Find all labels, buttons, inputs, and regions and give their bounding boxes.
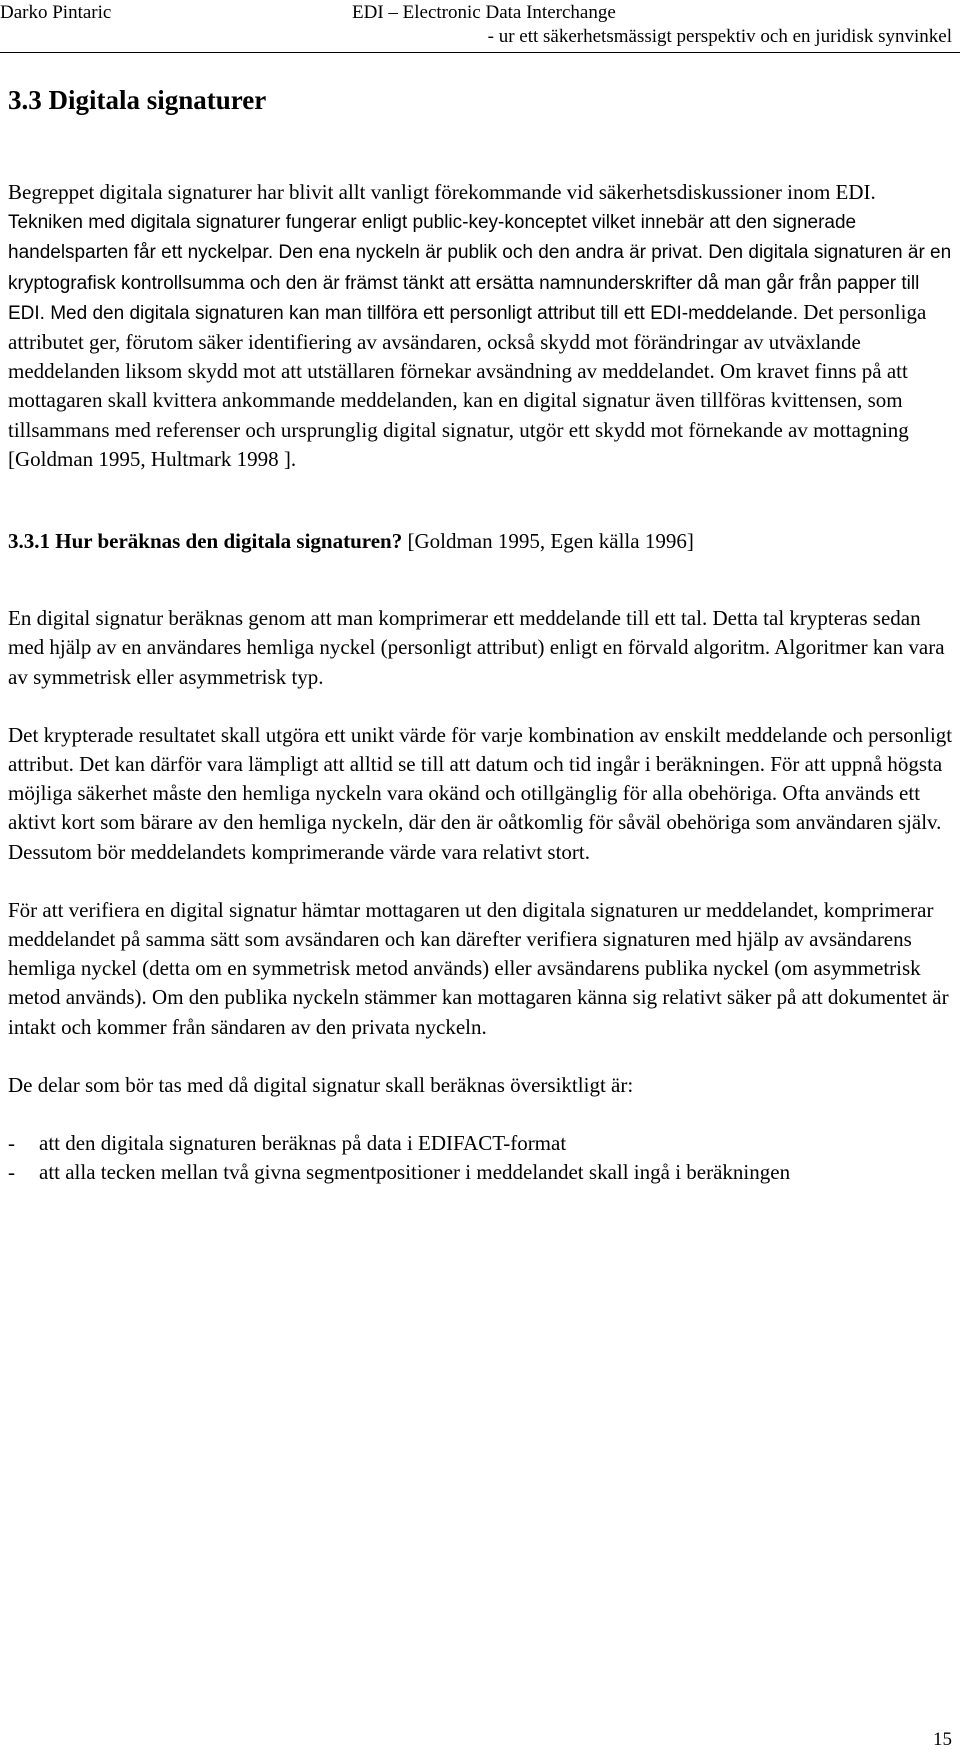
paragraph-1-text-c: Det personliga attributet ger, förutom säker identifiering av avsändaren, också skydd mot förändringar av utväxlande meddelanden liksom skydd mot att utställaren förnekar avsändning av meddelandet. Om kravet finns på att mottagaren skall kvittera ankommande meddelanden, kan en digital signatur även tillföras kvittensen, som tillsammans med referenser och ursprunglig digital signatur, utgör ett skydd mot förnekande av mottagning [Goldman 1995, Hultmark 1998 ]. xyxy=(8,299,927,471)
paragraph-1-text-a: Begreppet digitala signaturer har blivit allt vanligt förekommande vid säkerhetsdiskussioner inom EDI. xyxy=(8,180,876,204)
section-heading: 3.3 Digitala signaturer xyxy=(8,85,267,115)
page-number: 15 xyxy=(933,1729,952,1750)
paragraph-1-text-b: Tekniken med digitala signaturer fungerar enligt public-key-konceptet vilket innebär att den signerade handelsparten får ett nyckelpar. Den ena nyckeln är publik och den andra är privat. Den digitala signaturen är en kryptografisk kontrollsumma och den är främst tänkt att ersätta namnunderskrifter då man går från papper till EDI. Med den digitala signaturen kan man tillföra ett personligt attribut till ett EDI-meddelande. xyxy=(8,212,952,324)
subsection-paragraph-1: En digital signatur beräknas genom att man komprimerar ett meddelande till ett tal. Detta tal krypteras sedan med hjälp av en användares hemliga nyckel (personligt attribut) enligt en förvald algoritm. Algoritmer kan vara av symmetrisk eller asymmetrisk typ. xyxy=(8,606,945,689)
section-paragraph-1 xyxy=(8,178,953,474)
subsection-heading: 3.3.1 Hur beräknas den digitala signaturen? xyxy=(8,529,403,554)
header-title: EDI – Electronic Data Interchange xyxy=(352,2,616,23)
subsection-citation: [Goldman 1995, Egen källa 1996] xyxy=(402,529,694,554)
header-subtitle: - ur ett säkerhetsmässigt perspektiv och en juridisk synvinkel xyxy=(487,26,952,47)
list-item-text: att alla tecken mellan två givna segmentpositioner i meddelandet skall ingå i beräkningen xyxy=(39,1160,791,1185)
calculation-parts-list xyxy=(8,1129,953,1187)
list-item-marker: - xyxy=(8,1160,15,1185)
subsection-heading-line xyxy=(8,527,953,556)
page-header xyxy=(0,0,960,56)
subsection-paragraph-4: De delar som bör tas med då digital signatur skall beräknas översiktligt är: xyxy=(8,1072,634,1097)
subsection-paragraph-2: Det krypterade resultatet skall utgöra ett unikt värde för varje kombination av enskilt meddelande och personligt attribut. Det kan därför vara lämpligt att alltid se till att datum och tid ingår i beräkningen. För att uppnå högsta möjliga säkerhet måste den hemliga nyckeln vara okänd och otillgänglig för alla obehöriga. Ofta används ett aktivt kort som bärare av den hemliga nyckeln, där den är oåtkomlig för såväl obehöriga som användaren själv. Dessutom bör meddelandets komprimerande värde vara relativt stort. xyxy=(8,722,953,864)
list-item xyxy=(8,1158,953,1187)
header-divider xyxy=(0,52,960,53)
list-item-marker: - xyxy=(8,1131,15,1156)
header-author: Darko Pintaric xyxy=(0,2,112,23)
subsection-paragraph-3: För att verifiera en digital signatur hämtar mottagaren ut den digitala signaturen ur meddelandet, komprimerar meddelandet på samma sätt som avsändaren och kan därefter verifiera signaturen med hjälp av avsändarens hemliga nyckel (detta om en symmetrisk metod används) eller avsändarens publika nyckel (om asymmetrisk metod används). Om den publika nyckeln stämmer kan mottagaren känna sig relativt säker på att dokumentet är intakt och kommer från sändaren av den privata nyckeln. xyxy=(8,897,949,1039)
page-content xyxy=(8,60,953,1187)
list-item xyxy=(8,1129,953,1158)
list-item-text: att den digitala signaturen beräknas på data i EDIFACT-format xyxy=(39,1131,567,1156)
